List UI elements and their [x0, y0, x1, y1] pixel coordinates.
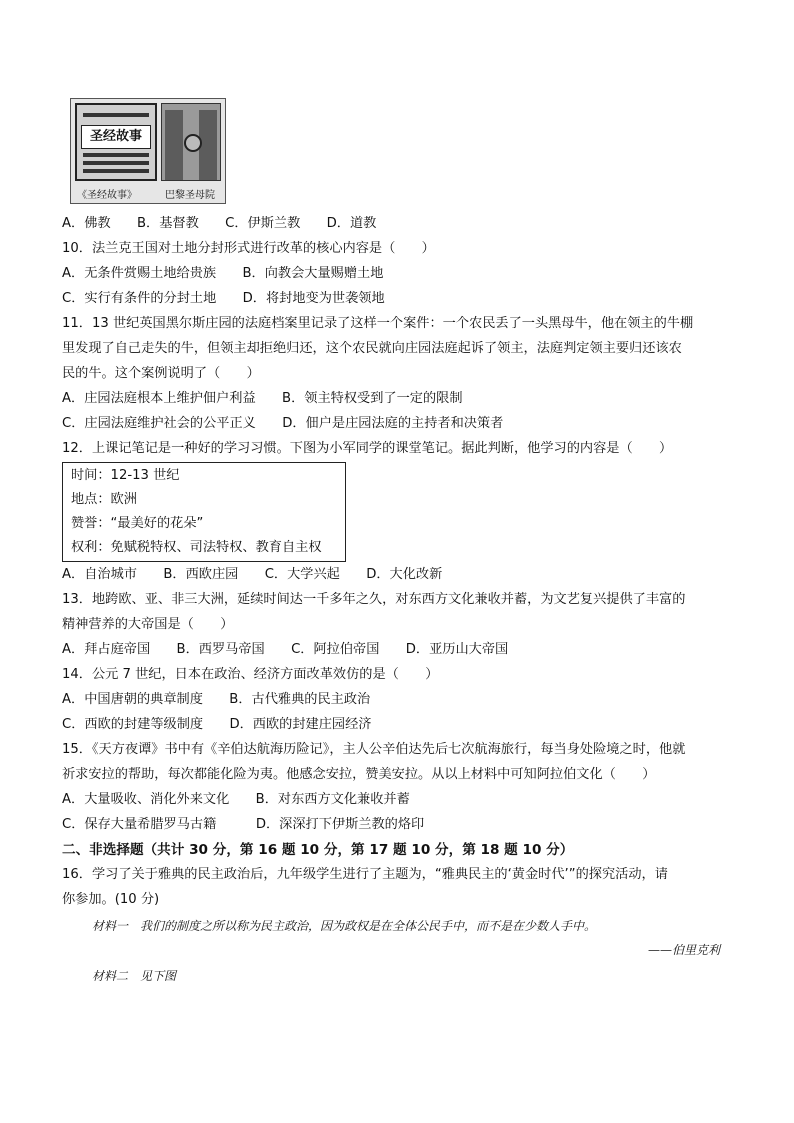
q11-stem-line3: 民的牛。这个案例说明了（ ）: [62, 366, 260, 381]
q9-options: A．佛教 B．基督教 C．伊斯兰教 D．道教: [62, 216, 377, 231]
q15-stem-line2: 祈求安拉的帮助，每次都能化险为夷。他感念安拉，赞美安拉。从以上材料中可知阿拉伯文化（ ）: [62, 767, 656, 782]
q11-stem-line2: 里发现了自己走失的牛，但领主却拒绝归还，这个农民就向庄园法庭起诉了领主，法庭判定领主要归还该农: [62, 341, 682, 356]
q13-stem-line2: 精神营养的大帝国是（ ）: [62, 617, 234, 632]
note-place: 地点：欧洲: [71, 492, 137, 507]
q11-stem-line1: 11．13 世纪英国黑尔斯庄园的法庭档案里记录了这样一个案件：一个农民丢了一头黑母牛，他在领主的牛棚: [62, 316, 694, 331]
note-rights: 权利：免赋税特权、司法特权、教育自主权: [71, 540, 322, 555]
q10-options-cd: C．实行有条件的分封土地 D．将封地变为世袭领地: [62, 291, 385, 306]
q15-stem-line1: 15．《天方夜谭》书中有《辛伯达航海历险记》，主人公辛伯达先后七次航海旅行，每当身处险境之时，他就: [62, 742, 686, 757]
q14-options-cd: C．西欧的封建等级制度 D．西欧的封建庄园经济: [62, 717, 372, 732]
material-one: 材料一 我们的制度之所以称为民主政治，因为政权是在全体公民手中，而不是在少数人手中。: [92, 919, 597, 933]
q15-options-ab: A．大量吸收、消化外来文化 B．对东西方文化兼收并蓄: [62, 792, 410, 807]
q13-options: A．拜占庭帝国 B．西罗马帝国 C．阿拉伯帝国 D．亚历山大帝国: [62, 642, 509, 657]
q14-options-ab: A．中国唐朝的典章制度 B．古代雅典的民主政治: [62, 692, 371, 707]
bible-book-image: [75, 103, 157, 181]
q10-stem: 10．法兰克王国对土地分封形式进行改革的核心内容是（ ）: [62, 241, 435, 256]
q12-stem: 12．上课记笔记是一种好的学习习惯。下图为小军同学的课堂笔记。据此判断，他学习的内容是（ ）: [62, 441, 673, 456]
class-notes-box: [62, 462, 346, 562]
q12-options: A．自治城市 B．西欧庄园 C．大学兴起 D．大化改新: [62, 567, 443, 582]
note-time: 时间：12-13 世纪: [71, 468, 180, 483]
book-cover-title: 圣经故事: [81, 125, 151, 149]
q15-options-cd: C．保存大量希腊罗马古籍 D．深深打下伊斯兰教的烙印: [62, 817, 425, 832]
q11-options-ab: A．庄园法庭根本上维护佃户利益 B．领主特权受到了一定的限制: [62, 391, 463, 406]
q13-stem-line1: 13．地跨欧、亚、非三大洲，延续时间达一千多年之久，对东西方文化兼收并蓄，为文艺复兴提供了丰富的: [62, 592, 686, 607]
section-heading-nonchoice: 二、非选择题（共计 30 分，第 16 题 10 分，第 17 题 10 分，第 18 题 10 分）: [62, 842, 574, 858]
q10-options-ab: A．无条件赏赐土地给贵族 B．向教会大量赐赠土地: [62, 266, 384, 281]
note-praise: 赞誉：“最美好的花朵”: [71, 516, 204, 531]
q11-options-cd: C．庄园法庭维护社会的公平正义 D．佃户是庄园法庭的主持者和决策者: [62, 416, 504, 431]
q16-stem-line2: 你参加。(10 分): [62, 892, 160, 907]
material-two: 材料二 见下图: [92, 969, 177, 983]
material-one-source: ——伯里克利: [648, 943, 721, 957]
notre-dame-image: [161, 103, 221, 181]
q14-stem: 14．公元 7 世纪，日本在政治、经济方面改革效仿的是（ ）: [62, 667, 439, 682]
bible-and-notre-dame-photo: [70, 98, 226, 204]
book-caption: 《圣经故事》: [77, 190, 137, 201]
church-caption: 巴黎圣母院: [165, 190, 215, 201]
q16-stem-line1: 16．学习了关于雅典的民主政治后，九年级学生进行了主题为，“雅典民主的‘黄金时代’”的探究活动，请: [62, 867, 668, 882]
